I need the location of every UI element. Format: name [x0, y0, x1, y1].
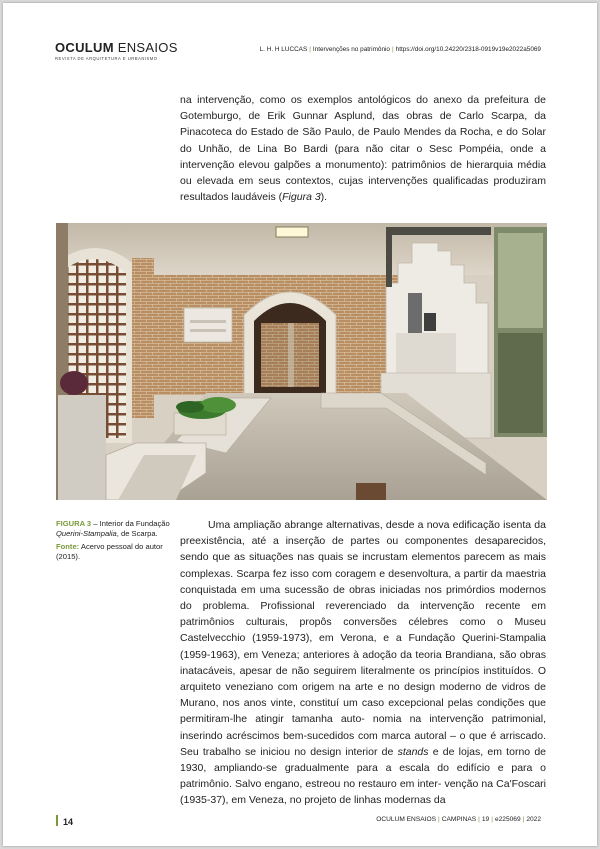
caption-italic: Querini-Stampalia [56, 529, 117, 538]
figure-label: FIGURA 3 [56, 519, 92, 528]
paper-page [3, 3, 597, 846]
main-paragraph [180, 517, 546, 809]
footer-article-id: e225069 [494, 816, 521, 823]
header-section: Intervenções no patrimônio [312, 46, 390, 53]
main-text-part1: Uma ampliação abrange alternativas, desde a nova edificação isenta da preexistência, até a inserção de partes ou componentes desaparecidos, sendo que as situações nas quais se incrustam elementos parecem as mais complexas. Scarpa fez isso com coragem e desenvoltura, a partir da maestria conquistada em uma sucessão de obras iniciadas nos primórdios modernos do problema. Profissional reverenciado da intervenção recente em patrimônios culturais, propôs conversões célebres como o Museu Castelvecchio (1959-1973), em Verona, e a Fundação Querini-Stampalia (1959-1963), em Veneza; anteriores à adoção da teoria Brandiana, são obras inatacáveis, apesar de não seguirem literalmente os princípios instituídos. O arquiteto veneziano com origem na arte e no design moderno de vidros de Murano, nos anos vinte, constituí um caso excepcional pelas condições que permitiram-lhe atingir tamanha auto- nomia na intervenção patrimonial, inserindo acréscimos bem-sucedidos com marca autoral – o que é arriscado. Seu trabalho se iniciou no design interior de [180, 519, 546, 758]
caption-prefix: – Interior da Fundação [91, 519, 170, 528]
intro-paragraph [180, 92, 546, 205]
header-author: L. H. H LUCCAS [259, 46, 308, 53]
footer-city: CAMPINAS [441, 816, 477, 823]
figure-reference[interactable]: Figura 3 [282, 191, 321, 204]
page-number-value: 14 [63, 817, 74, 827]
footer-separator: | [478, 816, 480, 823]
footer-year: 2022 [526, 816, 541, 823]
header-doi-link[interactable]: https://doi.org/10.24220/2318-0919v19e2022a5069 [395, 46, 541, 53]
footer-journal: OCULUM ENSAIOS [376, 816, 436, 823]
figure-caption [56, 519, 174, 562]
logo-bold: OCULUM [55, 40, 114, 55]
intro-text-end: ). [320, 191, 328, 204]
logo-light: ENSAIOS [113, 40, 178, 55]
logo-subtitle: REVISTA DE ARQUITETURA E URBANISMO [55, 56, 158, 61]
footer-volume: 19 [481, 816, 490, 823]
page-number [56, 815, 73, 827]
figure-3-photo [56, 223, 547, 500]
footer-separator: | [522, 816, 525, 823]
caption-suffix: , de Scarpa. [116, 529, 158, 538]
header-separator: | [309, 46, 311, 53]
footer-separator: | [437, 816, 440, 823]
logo-wordmark [55, 41, 178, 55]
running-footer [376, 816, 541, 823]
source-label: Fonte: [56, 542, 80, 551]
footer-accent-bar [56, 815, 58, 826]
caption-source [56, 542, 174, 562]
main-text-italic: stands [397, 745, 429, 758]
journal-logo [55, 41, 178, 61]
intro-text: na intervenção, como os exemplos antológicos do anexo da prefeitura de Gotemburgo, de Erik Gunnar Asplund, das obras de Carlo Scarpa, da Pinacoteca do Estado de São Paulo, de Paulo Mendes da Rocha, e do Solar do Unhão, de Lina Bo Bardi (para não citar o Sesc Pompéia, onde a intervenção elevou galpões a monumento): patrimônios de hierarquia média ou elevada em seus contextos, cujas intervenções qualificadas produziram resultados laudáveis ( [180, 94, 546, 204]
source-text: Acervo pessoal do autor (2015). [56, 542, 163, 561]
running-header [260, 46, 541, 53]
caption-title [56, 519, 174, 539]
header-separator: | [391, 46, 394, 53]
footer-separator: | [491, 816, 493, 823]
main-text-part2: e de lojas, em torno de 1930, ampliando-se gradualmente para a escala do edifício e para o patrimônio. Salvo engano, estreou no restauro em inter- venção na Ca'Foscari (1935-37), em Veneza, no projeto de linhas modernas da [180, 745, 547, 807]
